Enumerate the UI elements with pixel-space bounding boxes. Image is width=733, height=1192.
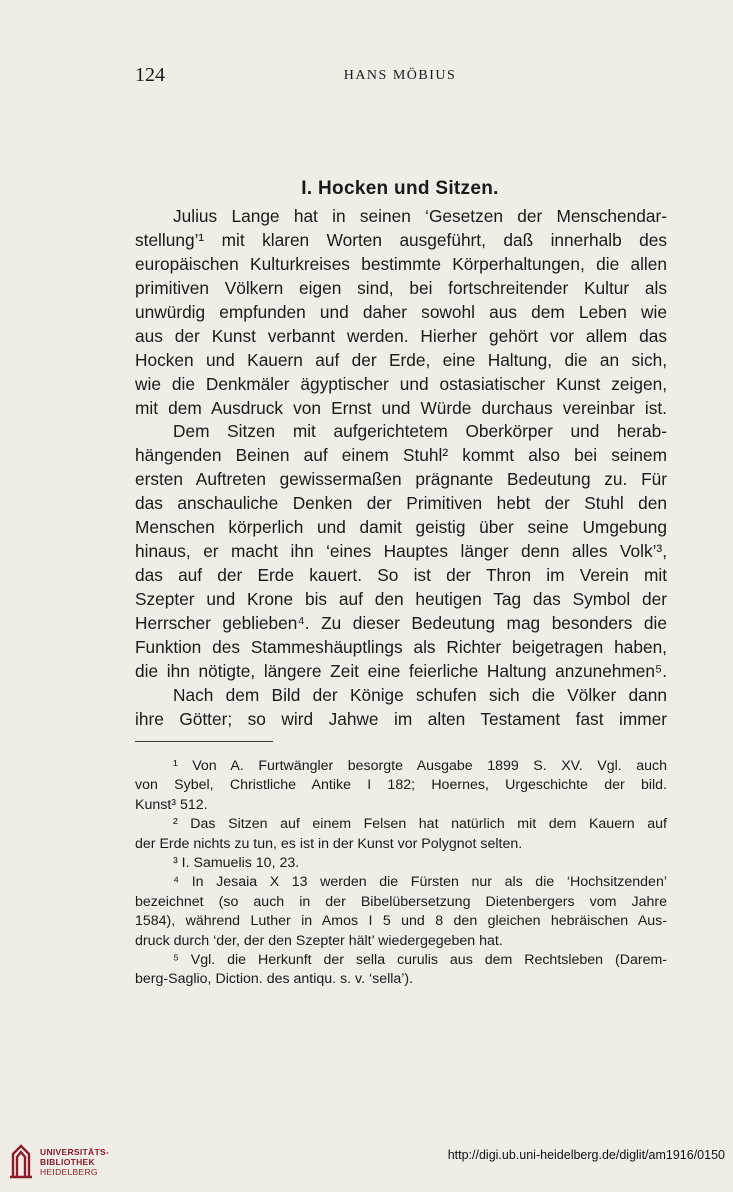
body-line: Menschen körperlich und damit geistig über seine Umgebung [135, 517, 667, 538]
body-line: aus der Kunst verbannt werden. Hierher gehört vor allem das [135, 325, 667, 346]
body-line: primitiven Völkern eigen sind, bei fortschreitender Kultur als [135, 277, 667, 298]
footnotes [135, 757, 667, 990]
logo-line-library: BIBLIOTHEK [40, 1157, 95, 1167]
running-title: HANS MÖBIUS [343, 68, 457, 83]
footnote-line: druck durch ‘der, der den Szepter hält’ wiedergegeben hat. [135, 932, 503, 949]
running-head [135, 64, 665, 90]
page-number: 124 [135, 64, 165, 86]
body-line: mit dem Ausdruck von Ernst und Würde durchaus vereinbar ist. [135, 397, 667, 418]
digitization-footer [0, 1140, 733, 1192]
footnote-line: ⁴ In Jesaia X 13 werden die Fürsten nur als die ‘Hochsitzenden’ [173, 874, 667, 891]
footnote-line: ² Das Sitzen auf einem Felsen hat natürlich mit dem Kauern auf [173, 816, 667, 833]
logo-line-university: UNIVERSITÄTS- [40, 1147, 110, 1157]
footnote-line: ⁵ Vgl. die Herkunft der sella curulis aus dem Rechtsleben (Darem- [173, 951, 667, 968]
body-line: das auf der Erde kauert. So ist der Thron im Verein mit [135, 565, 667, 586]
body-line: Hocken und Kauern auf der Erde, eine Haltung, die an sich, [135, 349, 667, 370]
body-line: wie die Denkmäler ägyptischer und ostasiatischer Kunst zeigen, [135, 373, 667, 394]
source-url-link[interactable]: http://digi.ub.uni-heidelberg.de/diglit/am1916/0150 [447, 1148, 725, 1162]
body-line: unwürdig empfunden und daher sowohl aus dem Leben wie [135, 301, 667, 322]
footnote-line: ³ I. Samuelis 10, 23. [173, 854, 300, 871]
footnote-rule [135, 741, 273, 742]
body-line: ersten Auftreten gewissermaßen prägnante Bedeutung zu. Für [135, 469, 667, 490]
body-line: Szepter und Krone bis auf den heutigen Tag das Symbol der [135, 589, 667, 609]
body-line: die ihn nötigte, längere Zeit eine feierliche Haltung anzunehmen⁵. [135, 660, 667, 681]
library-logo-icon [8, 1144, 34, 1180]
footnote-line: berg-Saglio, Diction. des antiqu. s. v. ‘sella’). [135, 971, 414, 988]
footnote-line: Kunst³ 512. [135, 796, 208, 813]
body-line: hängenden Beinen auf einem Stuhl² kommt also bei seinem [135, 445, 667, 466]
footnote-line: 1584), während Luther in Amos I 5 und 8 den gleichen hebräischen Aus- [135, 913, 667, 930]
body-line: das anschauliche Denken der Primitiven hebt der Stuhl den [135, 493, 667, 514]
section-heading: I. Hocken und Sitzen. [301, 178, 499, 199]
footnote-line: der Erde nichts zu tun, es ist in der Kunst vor Polygnot selten. [135, 835, 523, 852]
body-line: stellung’¹ mit klaren Worten ausgeführt, daß innerhalb des [135, 229, 667, 250]
body-line: Herrscher geblieben⁴. Zu dieser Bedeutung mag besonders die [135, 612, 667, 633]
body-line: europäischen Kulturkreises bestimmte Körperhaltungen, die allen [135, 253, 667, 274]
body-line: Julius Lange hat in seinen ‘Gesetzen der Menschendar- [173, 206, 667, 226]
footnote-line: von Sybel, Christliche Antike I 182; Hoernes, Urgeschichte der bild. [135, 777, 667, 794]
body-line: ihre Götter; so wird Jahwe im alten Testament fast immer [135, 708, 667, 729]
body-line: Funktion des Stammeshäuptlings als Richter beigetragen haben, [135, 636, 667, 657]
footnote-line: bezeichnet (so auch in der Bibelübersetzung Dietenbergers vom Jahre [135, 893, 667, 910]
body-text [135, 205, 667, 732]
body-line: hinaus, er macht ihn ‘eines Hauptes länger denn alles Volk’³, [135, 541, 667, 562]
library-logo[interactable] [8, 1144, 188, 1184]
logo-line-city: HEIDELBERG [40, 1167, 98, 1177]
body-line: Dem Sitzen mit aufgerichtetem Oberkörper und herab- [173, 421, 667, 442]
body-line: Nach dem Bild der Könige schufen sich die Völker dann [173, 684, 667, 705]
footnote-line: ¹ Von A. Furtwängler besorgte Ausgabe 1899 S. XV. Vgl. auch [173, 758, 667, 774]
